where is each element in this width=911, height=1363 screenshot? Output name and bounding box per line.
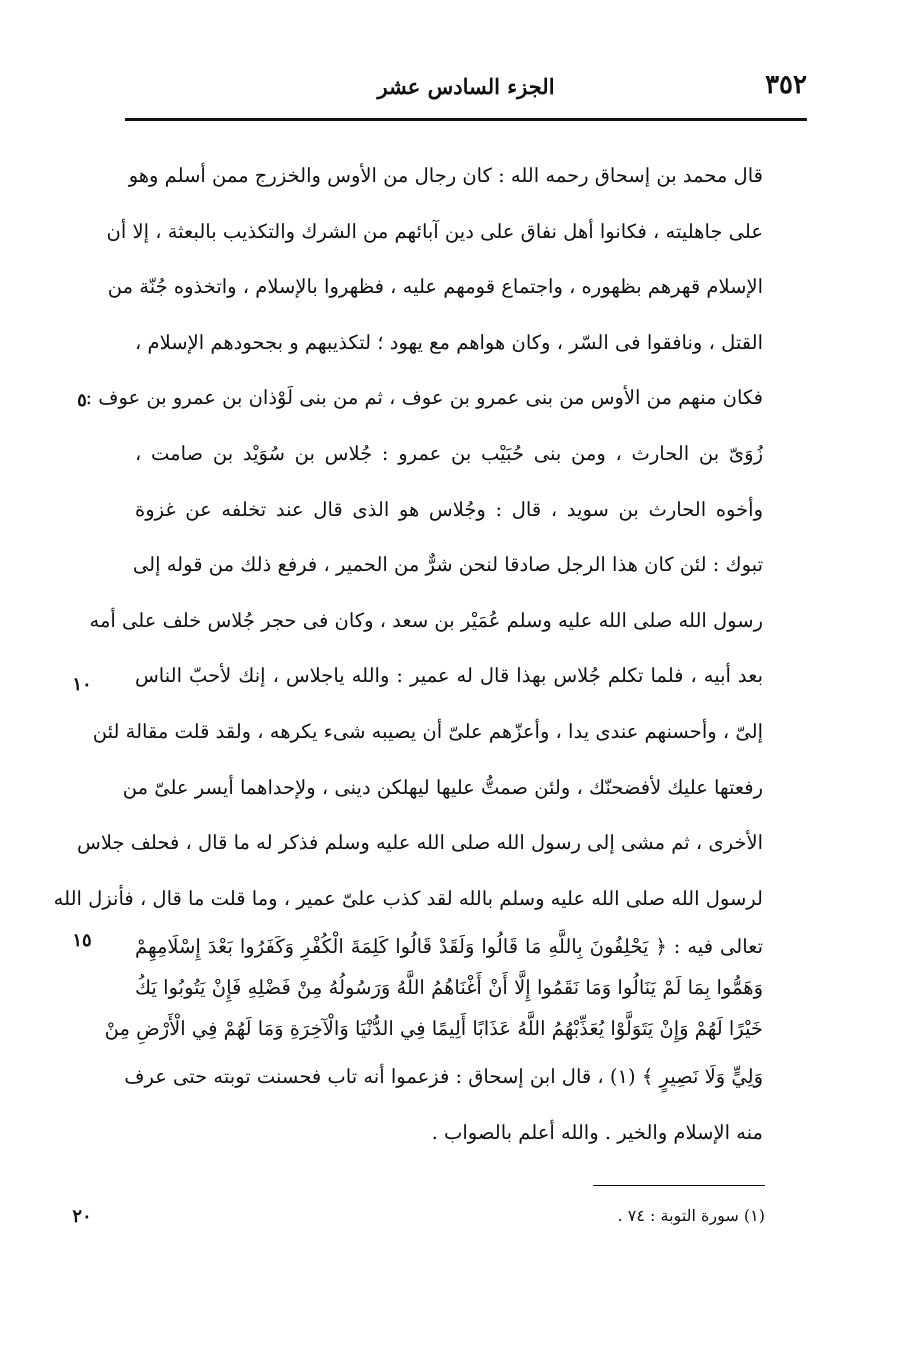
text-line: زُوَىّ بن الحارث ، ومن بنى حُبَيْب بن عمرو : جُلاس بن سُوَيْد بن صامت ، — [135, 441, 763, 465]
quran-line: خَيْرًا لَهُمْ وَإِنْ يَتَوَلَّوْا يُعَذِّبْهُمُ اللَّهُ عَذَابًا أَلِيمًا فِي الدُّنْيَا وَالْآخِرَةِ وَمَا لَهُمْ فِي الْأَرْضِ مِنْ — [104, 1017, 763, 1041]
text-line: رفعتها عليك لأفضحنّك ، ولئن صمتُّ عليها ليهلكن دينى ، ولإحداهما أيسر علىّ من — [122, 775, 763, 799]
text-line: على جاهليته ، فكانوا أهل نفاق على دين آبائهم من الشرك والتكذيب بالبعثة ، إلا أن — [106, 219, 763, 243]
margin-line-number-15: ١٥ — [72, 930, 92, 951]
text-line: لرسول الله صلى الله عليه وسلم بالله لقد كذب علىّ عمير ، وما قلت ما قال ، فأنزل الله — [53, 886, 763, 910]
text-line: بعد أبيه ، فلما تكلم جُلاس بهذا قال له عمير : والله ياجلاس ، إنك لأحبّ الناس — [135, 664, 763, 688]
margin-line-number-20: ٢٠ — [72, 1206, 92, 1227]
quran-line: وَهَمُّوا بِمَا لَمْ يَنَالُوا وَمَا نَقَمُوا إِلَّا أَنْ أَغْنَاهُمُ اللَّهُ وَرَسُولُهُ مِنْ فَضْلِهِ فَإِنْ يَتُوبُوا يَكُ — [135, 976, 763, 1000]
footnote-rule — [593, 1185, 765, 1186]
text-line: الإسلام قهرهم بظهوره ، واجتماع قومهم عليه ، فظهروا بالإسلام ، واتخذوه جُنّة من — [107, 275, 763, 299]
text-line: رسول الله صلى الله عليه وسلم عُمَيْر بن سعد ، وكان فى حجر جُلاس خلف على أمه — [89, 608, 763, 632]
text-line: وأخوه الحارث بن سويد ، قال : وجُلاس هو الذى قال عند تخلفه عن غزوة — [135, 497, 763, 521]
page-header — [125, 66, 807, 110]
header-rule — [125, 118, 807, 121]
text-line: قال محمد بن إسحاق رحمه الله : كان رجال من الأوس والخزرج ممن أسلم وهو — [128, 164, 763, 187]
running-title: الجزء السادس عشر — [377, 74, 555, 99]
page-number: ٣٥٢ — [765, 70, 807, 100]
text-line: الأخرى ، ثم مشى إلى رسول الله صلى الله عليه وسلم فذكر له ما قال ، فحلف جلاس — [77, 831, 763, 855]
text-line: القتل ، ونافقوا فى السّر ، وكان هواهم مع يهود ؛ لتكذيبهم و بجحودهم الإسلام ، — [135, 330, 763, 354]
text-line: إلىّ ، وأحسنهم عندى يدا ، وأعزّهم علىّ أن يصيبه شىء يكرهه ، ولقد قلت مقالة لئن — [92, 719, 763, 743]
text-line: منه الإسلام والخير . والله أعلم بالصواب . — [431, 1120, 763, 1144]
text-line: تبوك : لئن كان هذا الرجل صادقا لنحن شرٌّ من الحمير ، فرفع ذلك من قوله إلى — [132, 553, 763, 577]
margin-line-number-5: ٥ — [77, 390, 87, 411]
quran-line: تعالى فيه : ﴿ يَحْلِفُونَ بِاللَّهِ مَا قَالُوا وَلَقَدْ قَالُوا كَلِمَةَ الْكُفْرِ وَكَفَرُوا بَعْدَ إِسْلَامِهِمْ — [135, 935, 763, 959]
margin-line-number-10: ١٠ — [72, 674, 92, 695]
text-line: فكان منهم من الأوس من بنى عمرو بن عوف ، ثم من بنى لَوْذان بن عمرو بن عوف : — [85, 386, 763, 410]
footnote: (١) سورة التوبة : ٧٤ . — [617, 1206, 765, 1225]
text-line: وَلِيٍّ وَلَا نَصِيرٍ ﴾ (١) ، قال ابن إسحاق : فزعموا أنه تاب فحسنت توبته حتى عرف — [124, 1065, 763, 1089]
